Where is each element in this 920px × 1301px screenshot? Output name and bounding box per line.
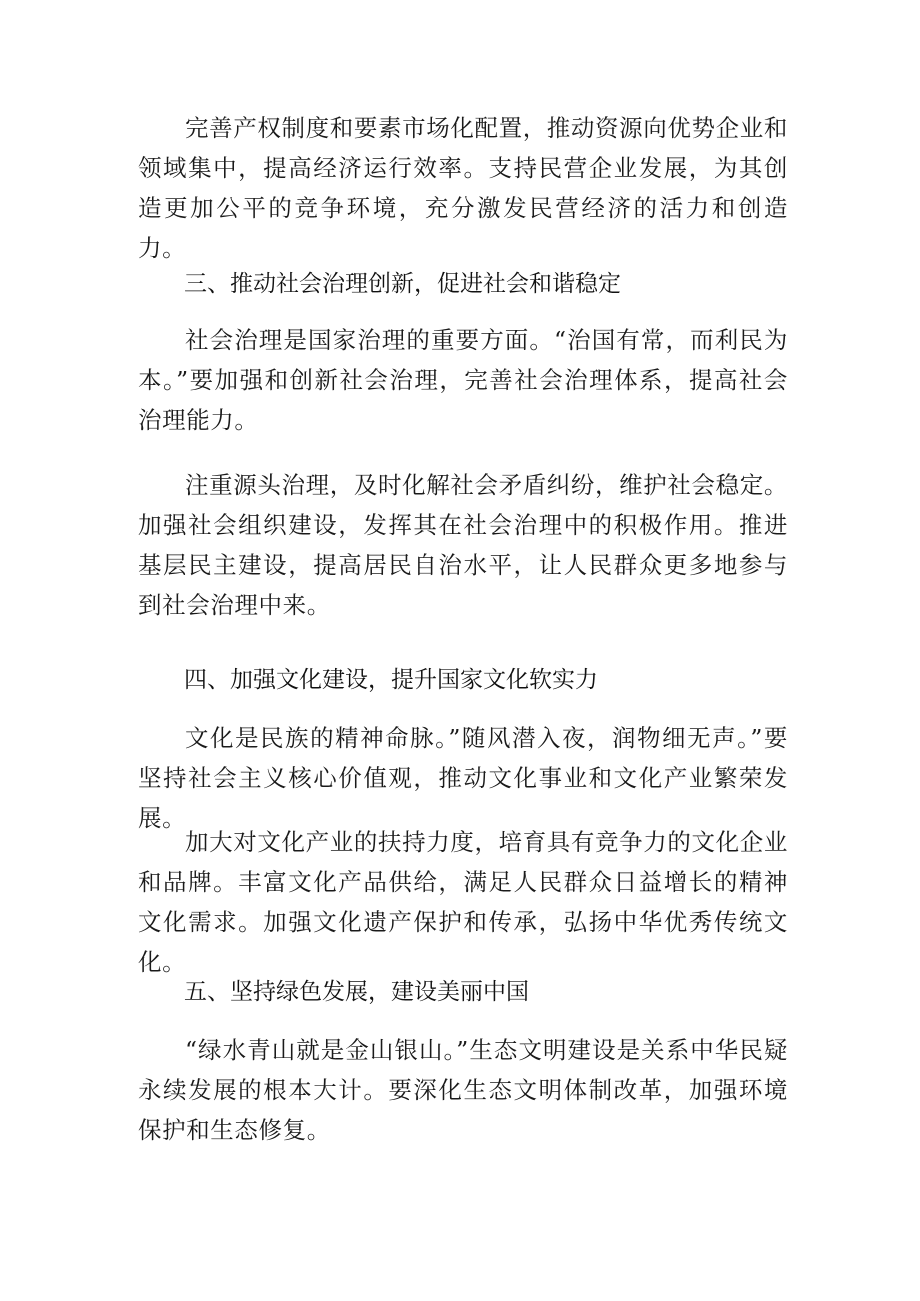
paragraph-social-governance: 社会治理是国家治理的重要方面。“治国有常，而利民为本。”要加强和创新社会治理，完善社会治理体系，提高社会治理能力。	[138, 326, 788, 434]
paragraph-source-governance: 注重源头治理，及时化解社会矛盾纠纷，维护社会稳定。加强社会组织建设，发挥其在社会治理中的积极作用。推进基层民主建设，提高居民自治水平，让人民群众更多地参与到社会治理中来。	[138, 471, 788, 619]
section-heading-5: 五、坚持绿色发展，建设美丽中国	[184, 979, 529, 1005]
paragraph-culture: 文化是民族的精神命脉。”随风潜入夜，润物细无声。”要坚持社会主义核心价值观，推动文化事业和文化产业繁荣发展。	[138, 724, 788, 832]
section-heading-4: 四、加强文化建设，提升国家文化软实力	[184, 667, 598, 693]
paragraph-cultural-industry: 加大对文化产业的扶持力度，培育具有竞争力的文化企业和品牌。丰富文化产品供给，满足人民群众日益增长的精神文化需求。加强文化遗产保护和传承，弘扬中华优秀传统文化。	[138, 828, 788, 976]
section-heading-3: 三、推动社会治理创新，促进社会和谐稳定	[184, 271, 621, 297]
paragraph-market-allocation: 完善产权制度和要素市场化配置，推动资源向优势企业和领域集中，提高经济运行效率。支持民营企业发展，为其创造更加公平的竞争环境，充分激发民营经济的活力和创造力。	[138, 114, 788, 262]
paragraph-green-development: “绿水青山就是金山银山。”生态文明建设是关系中华民疑永续发展的根本大计。要深化生态文明体制改革，加强环境保护和生态修复。	[138, 1036, 788, 1144]
